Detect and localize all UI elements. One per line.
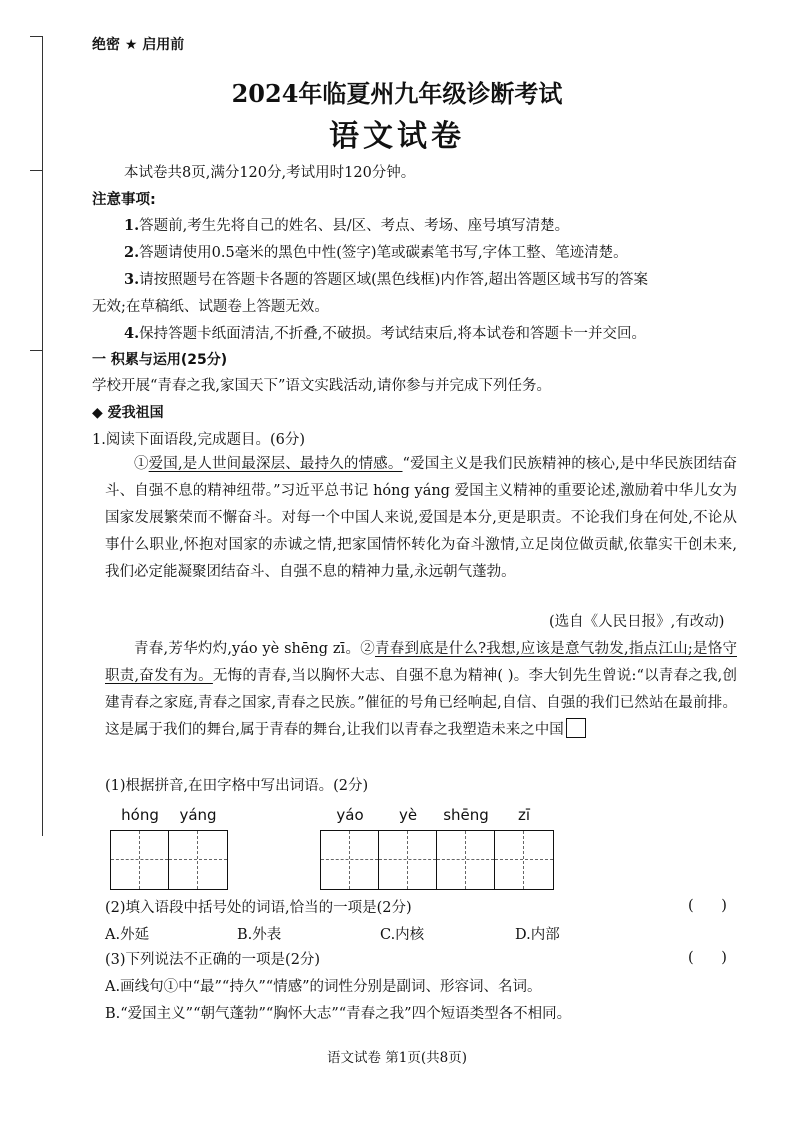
option-b: B.外表 (237, 927, 282, 943)
notice-item-4: 4.保持答题卡纸面清洁,不折叠,不破损。考试结束后,将本试卷和答题卡一并交回。 (124, 325, 646, 342)
theme-heading (92, 403, 164, 423)
tianzige-cell[interactable] (111, 831, 169, 889)
page-footer: 语文试卷 第1页(共8页) (326, 1050, 467, 1066)
margin-tick (30, 170, 42, 171)
answer-paren-2[interactable]: ( ) (688, 898, 727, 914)
star-icon: ★ (124, 37, 138, 53)
tianzige-grid-a (110, 830, 228, 890)
pinyin-label: yáo (336, 806, 364, 824)
binding-margin-line (42, 36, 43, 836)
underlined-sentence-2: 青春到底是什么?我想,应该是意气勃发,指点江山;是恪守职责,奋发有为。 (105, 641, 737, 684)
tianzige-cell[interactable] (379, 831, 437, 889)
secret-tail-text: 启用前 (142, 37, 185, 53)
passage-source: (选自《人民日报》,有改动) (549, 614, 725, 630)
answer-paren-3[interactable]: ( ) (688, 950, 727, 966)
section-lead: 学校开展“青春之我,家国天下”语文实践活动,请你参与并完成下列任务。 (92, 378, 552, 394)
sub-question-2: (2)填入语段中括号处的词语,恰当的一项是(2分) (105, 900, 412, 916)
underlined-sentence-1: 爱国,是人世间最深层、最持久的情感。 (148, 456, 403, 472)
diamond-icon: ◆ (92, 405, 103, 421)
pinyin-label: hóng (121, 806, 159, 824)
punctuation-blank-box[interactable] (566, 718, 586, 738)
tianzige-cell[interactable] (321, 831, 379, 889)
pinyin-label: yè (398, 806, 418, 824)
pinyin-label: yáng (179, 806, 217, 824)
margin-tick (30, 36, 42, 37)
notice-item-2: 2.答题请使用0.5毫米的黑色中性(签字)笔或碳素笔书写,字体工整、笔迹清楚。 (124, 244, 628, 261)
notice-label: 注意事项: (92, 192, 156, 208)
theme-label: 爱我祖国 (107, 405, 164, 421)
tianzige-cell[interactable] (495, 831, 553, 889)
section-title: 一 积累与运用(25分) (92, 352, 228, 368)
sub-question-3: (3)下列说法不正确的一项是(2分) (105, 952, 321, 968)
sub-question-3-option-b: B.“爱国主义”“朝气蓬勃”“胸怀大志”“青春之我”四个短语类型各不相同。 (105, 1006, 572, 1022)
margin-tick (30, 350, 42, 351)
secret-text: 绝密 (92, 37, 120, 53)
intro-text: 本试卷共8页,满分120分,考试用时120分钟。 (124, 165, 416, 181)
pinyin-label: shēng (443, 806, 489, 824)
tianzige-grid-b (320, 830, 554, 890)
confidential-label (92, 34, 184, 54)
pinyin-label: zī (517, 806, 531, 824)
passage-paragraph-2: 青春,芳华灼灼,yáo yè shēng zī。②青春到底是什么?我想,应该是意气勃发,指点江山;是恪守职责,奋发有为。无悔的青春,当以胸怀大志、自强不息为精神( )。李大钊先生曾说:“以青春之我,创建青春之家庭,青春之国家,青春之民族。”催征的号角已经响起,自信、自强的我们已然站在最前排。这是属于我们的舞台,属于青春的舞台,让我们以青春之我塑造未来之中国 (105, 641, 738, 738)
option-c: C.内核 (380, 927, 425, 943)
notice-item-1: 1.答题前,考生先将自己的姓名、县/区、考点、考场、座号填写清楚。 (124, 217, 570, 234)
sub-question-3-option-a: A.画线句①中“最”“持久”“情感”的词性分别是副词、形容词、名词。 (105, 979, 542, 995)
question-1-stem: 1.阅读下面语段,完成题目。(6分) (92, 432, 305, 448)
option-a: A.外延 (105, 927, 150, 943)
notice-item-3: 3.请按照题号在答题卡各题的答题区域(黑色线框)内作答,超出答题区域书写的答案 (124, 271, 649, 288)
tianzige-cell[interactable] (169, 831, 227, 889)
notice-item-3-cont: 无效;在草稿纸、试题卷上答题无效。 (92, 299, 329, 315)
sub-question-1: (1)根据拼音,在田字格中写出词语。(2分) (105, 778, 369, 794)
exam-title: 2024年临夏州九年级诊断考试 (231, 79, 563, 108)
tianzige-cell[interactable] (437, 831, 495, 889)
exam-subtitle: 语文试卷 (329, 119, 465, 154)
passage-paragraph-1: ①爱国,是人世间最深层、最持久的情感。“爱国主义是我们民族精神的核心,是中华民族团结奋斗、自强不息的精神纽带。”习近平总书记 hóng yáng 爱国主义精神的重要论述,激励着中华儿女为国家发展繁荣而不懈奋斗。对每一个中国人来说,爱国是本分,更是职责。不论我们身在何处,不论从事什么职业,怀抱对国家的赤诚之情,把家国情怀转化为奋斗激情,立足岗位做贡献,依靠实干创未来,我们必定能凝聚团结奋斗、自强不息的精神力量,永远朝气蓬勃。 (105, 456, 738, 580)
option-d: D.内部 (515, 927, 560, 943)
